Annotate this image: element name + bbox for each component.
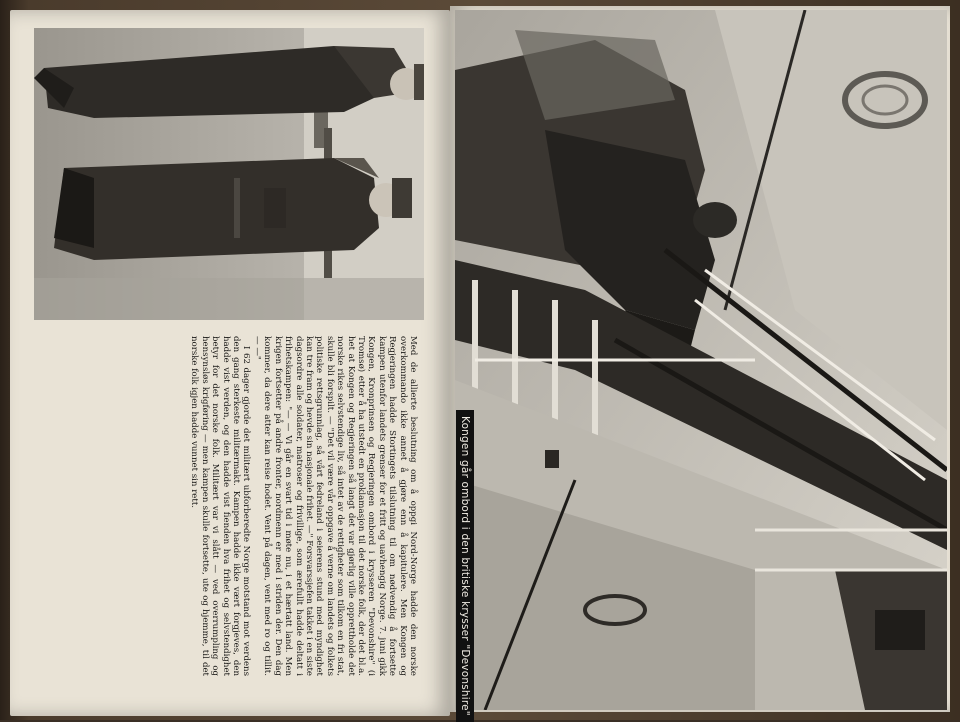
- article-paragraph: I 62 dager gjorde det militært ubforberedte Norge motstand mot verdens den gang sterkeste militærmakt. Kampen hadde ikke vært forgjeves, den hadde vist verden, og den hadde vist fienden hva frihet og selvstendighet betyr for det norske folk. Militært var vi slått — ved overrumpling og hensynsløs krigføring — men kampen skulle fortsette, ute og hjemme, til det norske folk igjen hadde vunnet sin rett.: [189, 336, 252, 676]
- photo-caption: Kongen går ombord i den britiske krysser "Devonshire": [456, 410, 474, 722]
- article-paragraph: Med de allierte beslutning om å oppgi Nord-Norge hadde den norske overkommando ikke annet å gjøre enn å kapitulere. Men Kongen og Regjeringen hadde Stortingets tilslutning til om nødvendig å fortsette kampen utenfor landets grenser for et fritt og uavhengig Norge. 7. juni gikk Kongen, Kronprinsen og Regjeringen ombord i krysseren "Devonshire" (i Tromsø) etter å ha utstedt en proklamasjon til det norske folk, der det bl.a. het at Kongen og Regjeringen så langt det var gjørlig ville opprettholde det norske rikes selvstendige liv, så intet av de rettigheter som tilkom en fri stat, skulle bli forspilt. — "Det vil være vår oppgave å verne om landets og folkets politiske rettsgrunnlag, så vårt fedreland i seierens stund med myndighet kan tre fram og hevde sin nasjonale frihet. —" Forsvarssjefen takket i en siste dagsordre alle soldater, matroser og frivillige, som ærefullt hadde deltatt i frihetskampen: "— — Vi går en svart tid i møte nu, i et hærtatt land. Men krigen fortsetter på andre fronter, nordmenn er med i striden der. Den dag kommer, da dere atter kan reise hodet. Vent på dagen, vent med ro og tillit. — —": [251, 336, 418, 676]
- officers-photo: [34, 28, 424, 320]
- article-text: [168, 336, 418, 676]
- boarding-photo: [455, 10, 947, 710]
